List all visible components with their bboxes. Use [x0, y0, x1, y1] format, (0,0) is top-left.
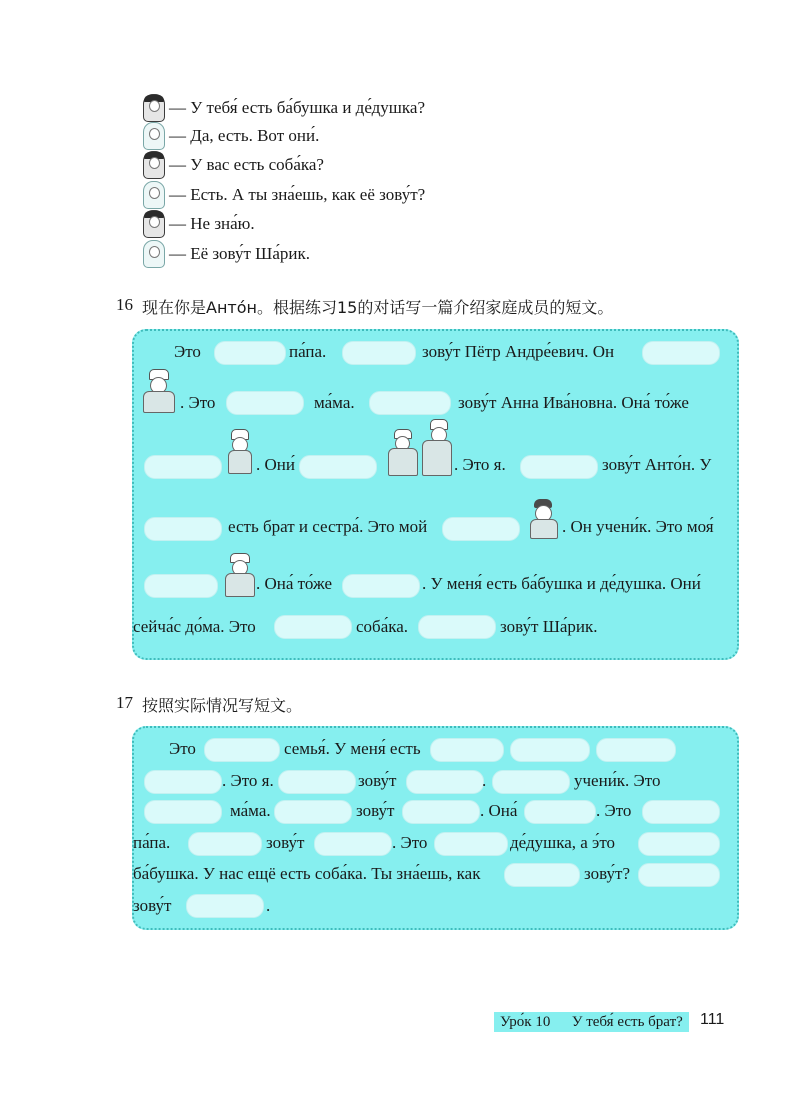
text-fragment: зову́т Ша́рик. — [500, 617, 598, 636]
answer-blank[interactable] — [144, 770, 222, 794]
girl-avatar-icon — [143, 122, 165, 150]
answer-blank[interactable] — [214, 341, 286, 365]
grandparents-picture — [386, 419, 452, 477]
answer-blank[interactable] — [520, 455, 598, 479]
dialogue-line — [143, 210, 255, 238]
text-fragment: . Он учени́к. Это моя́ — [562, 517, 714, 536]
dialogue-text: — Да, есть. Вот они́. — [169, 126, 320, 145]
answer-blank[interactable] — [638, 832, 720, 856]
text-fragment: . У меня́ есть ба́бушка и де́душка. Они́ — [422, 574, 701, 593]
answer-blank[interactable] — [278, 770, 356, 794]
grandmother-picture — [226, 429, 252, 475]
answer-blank[interactable] — [144, 800, 222, 824]
answer-blank[interactable] — [492, 770, 570, 794]
answer-blank[interactable] — [342, 574, 420, 598]
grandfather-picture — [140, 369, 176, 413]
answer-blank[interactable] — [642, 800, 720, 824]
answer-blank[interactable] — [642, 341, 720, 365]
answer-blank[interactable] — [274, 800, 352, 824]
text-fragment: па́па. — [289, 342, 327, 361]
dialogue-line — [143, 122, 319, 150]
dialogue-line — [143, 151, 324, 179]
lesson-number: Уро́к 10 — [500, 1014, 551, 1030]
exercise-16-box — [132, 329, 739, 660]
page-number: 111 — [700, 1011, 725, 1028]
answer-blank[interactable] — [596, 738, 676, 762]
text-fragment: . Это — [596, 801, 632, 820]
text-fragment: зову́т? — [584, 864, 631, 883]
exercise-17-heading — [116, 693, 302, 716]
text-fragment: ба́бушка. У нас ещё есть соба́ка. Ты зна́ешь, как — [133, 864, 481, 883]
exercise-number: 17 — [116, 693, 133, 712]
answer-blank[interactable] — [226, 391, 304, 415]
answer-blank[interactable] — [144, 574, 218, 598]
text-fragment: . — [266, 896, 271, 915]
text-fragment: зову́т — [266, 833, 305, 852]
answer-blank[interactable] — [314, 832, 392, 856]
lesson-title: У тебя́ есть брат? — [571, 1014, 683, 1030]
lesson-tag — [494, 1012, 689, 1032]
text-fragment: . Это я. — [454, 455, 506, 474]
answer-blank[interactable] — [406, 770, 487, 794]
exercise-instruction: 按照实际情况写短文。 — [142, 696, 303, 715]
answer-blank[interactable] — [434, 832, 508, 856]
answer-blank[interactable] — [204, 738, 280, 762]
exercise-17-box — [132, 726, 739, 930]
answer-blank[interactable] — [342, 341, 416, 365]
text-fragment: соба́ка. — [356, 617, 409, 636]
answer-blank[interactable] — [504, 863, 580, 887]
sister-picture — [224, 553, 254, 597]
text-fragment: . Она́ — [480, 801, 518, 820]
answer-blank[interactable] — [369, 391, 451, 415]
dialogue-line — [143, 240, 310, 268]
dialogue-line — [143, 94, 425, 122]
text-fragment: . Они́ — [256, 455, 295, 474]
text-fragment: зову́т Пётр Андре́евич. Он — [422, 342, 615, 361]
text-fragment: зову́т — [133, 896, 172, 915]
text-fragment: Это — [174, 342, 201, 361]
text-fragment: . Это — [180, 393, 216, 412]
text-fragment: зову́т Анто́н. У — [602, 455, 712, 474]
text-fragment: учени́к. Это — [574, 771, 661, 790]
text-fragment: . Это — [392, 833, 428, 852]
text-fragment: зову́т — [358, 771, 397, 790]
answer-blank[interactable] — [144, 455, 222, 479]
answer-blank[interactable] — [638, 863, 720, 887]
exercise-number: 16 — [116, 295, 133, 314]
dialogue-text: — У вас есть соба́ка? — [169, 155, 324, 174]
answer-blank[interactable] — [144, 517, 222, 541]
answer-blank[interactable] — [402, 800, 480, 824]
boy-avatar-icon — [143, 151, 165, 179]
text-fragment: Это — [169, 739, 196, 758]
page-footer — [494, 1012, 689, 1032]
text-fragment: зову́т — [356, 801, 395, 820]
exercise-16-heading — [116, 295, 613, 318]
text-fragment: есть брат и сестра́. Это мой — [228, 517, 428, 536]
dialogue-text: — Есть. А ты зна́ешь, как её зову́т? — [169, 185, 426, 204]
answer-blank[interactable] — [442, 517, 520, 541]
answer-blank[interactable] — [418, 615, 496, 639]
text-fragment: . — [482, 771, 487, 790]
text-fragment: па́па. — [133, 833, 171, 852]
boy-avatar-icon — [143, 94, 165, 122]
exercise-instruction: 现在你是Анто́н。根据练习15的对话写一篇介绍家庭成员的短文。 — [142, 298, 614, 317]
boy-avatar-icon — [143, 210, 165, 238]
text-fragment: зову́т Анна Ива́новна. Она́ то́же — [458, 393, 689, 412]
answer-blank[interactable] — [524, 800, 596, 824]
answer-blank[interactable] — [274, 615, 352, 639]
answer-blank[interactable] — [186, 894, 264, 918]
dialogue-line — [143, 181, 425, 209]
text-fragment: де́душка, а э́то — [510, 833, 616, 852]
text-fragment: . Она́ то́же — [256, 574, 333, 593]
text-fragment: . Это я. — [222, 771, 274, 790]
answer-blank[interactable] — [188, 832, 262, 856]
dialogue-text: — Не зна́ю. — [169, 214, 255, 233]
answer-blank[interactable] — [299, 455, 377, 479]
text-fragment: ма́ма. — [314, 393, 355, 412]
text-fragment: ма́ма. — [230, 801, 271, 820]
answer-blank[interactable] — [430, 738, 504, 762]
dialogue-text: — Её зову́т Ша́рик. — [169, 244, 310, 263]
girl-avatar-icon — [143, 181, 165, 209]
girl-avatar-icon — [143, 240, 165, 268]
text-fragment: семья́. У меня́ есть — [284, 739, 421, 758]
text-fragment: сейча́с до́ма. Это — [133, 617, 256, 636]
brother-picture — [528, 499, 558, 539]
answer-blank[interactable] — [510, 738, 590, 762]
dialogue-text: — У тебя́ есть ба́бушка и де́душка? — [169, 98, 425, 117]
